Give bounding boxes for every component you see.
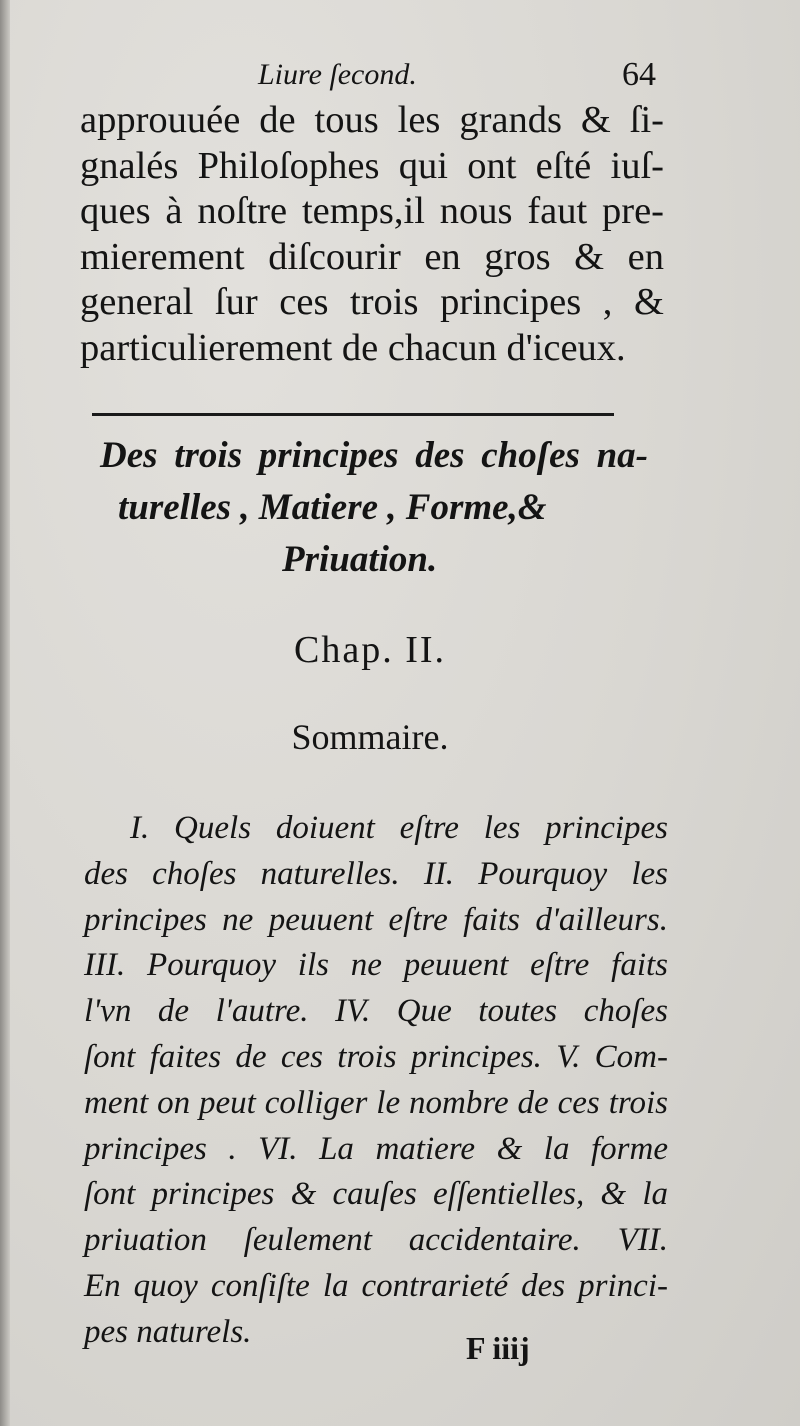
page-number: 64	[622, 56, 656, 93]
summary-line: III. Pourquoy ils ne peuuent eſtre faits	[84, 947, 668, 984]
text-line: gnalés Philoſophes qui ont eſté iuſ-	[80, 144, 664, 187]
intro-paragraph	[80, 98, 664, 372]
summary-line: ſont principes & cauſes eſſentielles, & la	[84, 1176, 668, 1213]
chapter-label: Chap. II.	[293, 629, 447, 671]
text-line: approuuée de tous les grands & ſi-	[80, 99, 664, 141]
summary-line: ſont faites de ces trois principes. V. Com-	[84, 1038, 668, 1075]
summary-line: pes naturels.	[84, 1313, 252, 1350]
chapter-title-line: Priuation.	[282, 539, 438, 580]
summary-line: En quoy conſiſte la contrarieté des princi-	[84, 1267, 668, 1304]
summary-line: ment on peut colliger le nombre de ces trois	[84, 1084, 668, 1121]
text-line: ques à noſtre temps,il nous faut pre-	[80, 190, 664, 233]
summary-line: principes ne peuuent eſtre faits d'ailleurs.	[84, 901, 668, 938]
section-divider	[92, 413, 614, 416]
page-header	[86, 58, 656, 98]
summary-line: des choſes naturelles. II. Pourquoy les	[84, 855, 668, 892]
text-line: particulierement de chacun d'iceux.	[80, 326, 626, 369]
chapter-title-line: Des trois principes des choſes na-	[100, 435, 648, 476]
summary-line: priuation ſeulement accidentaire. VII.	[84, 1222, 668, 1259]
summary-line: l'vn de l'autre. IV. Que toutes choſes	[84, 993, 668, 1030]
summary-heading: Sommaire.	[291, 717, 449, 757]
signature-mark: F iiij	[466, 1330, 530, 1366]
chapter-title-line: turelles , Matiere , Forme,&	[118, 487, 547, 528]
text-line: mierement diſcourir en gros & en	[80, 235, 664, 278]
summary-line: I. Quels doiuent eſtre les principes	[130, 810, 668, 846]
chapter-title	[100, 430, 648, 586]
summary-paragraph	[84, 806, 668, 1356]
summary-line: principes . VI. La matiere & la forme	[84, 1130, 668, 1167]
text-line: general ſur ces trois principes , &	[80, 281, 664, 324]
page-edge-shadow	[0, 0, 10, 1426]
running-title: Liure ſecond.	[258, 58, 417, 91]
